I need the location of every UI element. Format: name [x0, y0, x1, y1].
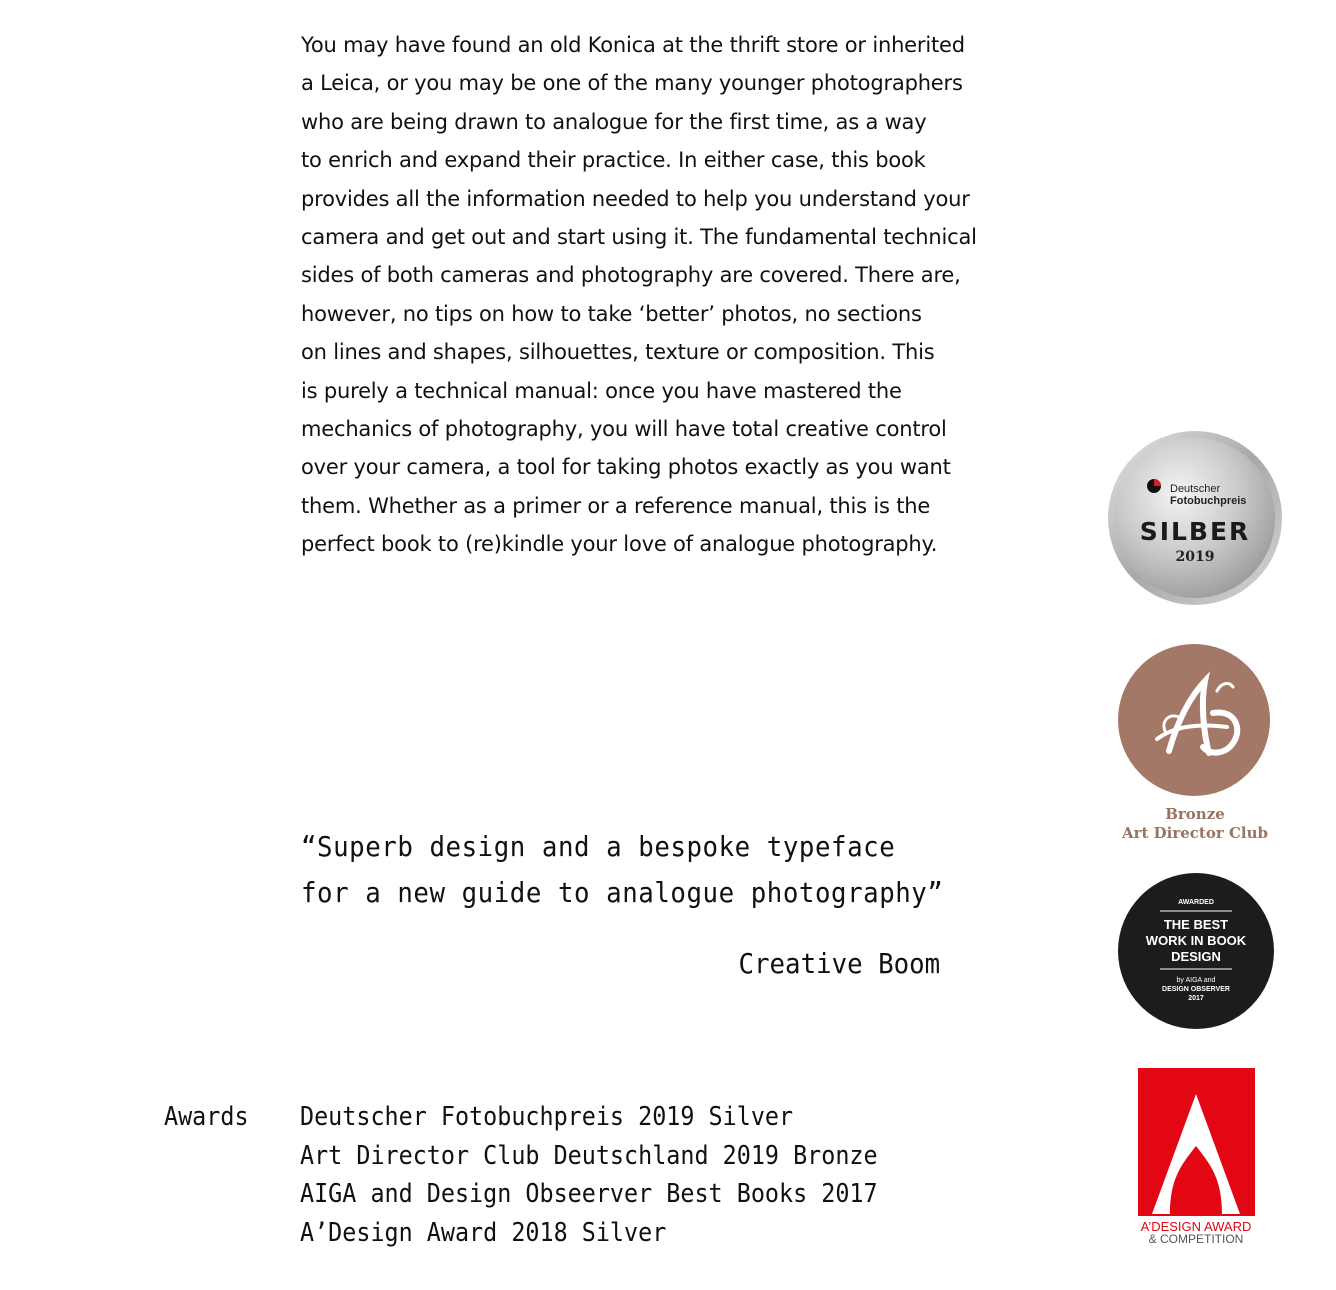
- intro-line: them. Whether as a primer or a reference manual, this is the: [301, 493, 931, 518]
- award-item: A’Design Award 2018 Silver: [300, 1217, 667, 1248]
- intro-line: mechanics of photography, you will have total creative control: [301, 417, 947, 442]
- fotobuchpreis-silver-badge: [1107, 430, 1283, 606]
- awards-list: [300, 1098, 942, 1252]
- quote-line: for a new guide to analogue photography”: [301, 876, 944, 909]
- intro-line: on lines and shapes, silhouettes, texture or composition. This: [301, 340, 935, 365]
- aiga-top: AWARDED: [1178, 899, 1214, 906]
- adesign-award-badge: [1138, 1068, 1255, 1246]
- silber-year: 2019: [1175, 549, 1215, 565]
- silber-medal-text: SILBER: [1139, 517, 1251, 546]
- intro-line: camera and get out and start using it. The fundamental technical: [301, 225, 977, 250]
- aiga-line2: WORK IN BOOK: [1145, 933, 1247, 948]
- aiga-year: 2017: [1188, 995, 1204, 1002]
- intro-line: who are being drawn to analogue for the first time, as a way: [301, 109, 927, 134]
- intro-line: over your camera, a tool for taking photos exactly as you want: [301, 455, 951, 480]
- intro-line: perfect book to (re)kindle your love of analogue photography.: [301, 532, 938, 557]
- aiga-by1: by AIGA and: [1176, 977, 1216, 984]
- intro-line: sides of both cameras and photography are covered. There are,: [301, 263, 961, 288]
- silber-line1: Deutscher: [1170, 483, 1221, 495]
- aiga-by2: DESIGN OBSERVER: [1162, 986, 1230, 993]
- award-item: Art Director Club Deutschland 2019 Bronze: [300, 1140, 878, 1171]
- adc-caption-line2: Art Director Club: [1121, 824, 1269, 842]
- quote-source: Creative Boom: [738, 947, 940, 980]
- intro-line: is purely a technical manual: once you have mastered the: [301, 378, 902, 403]
- silber-line2: Fotobuchpreis: [1170, 495, 1247, 507]
- aiga-line3: DESIGN: [1171, 949, 1221, 964]
- intro-line: provides all the information needed to help you understand your: [301, 186, 970, 211]
- intro-line: a Leica, or you may be one of the many younger photographers: [301, 71, 963, 96]
- adesign-line1: A’DESIGN AWARD: [1140, 1219, 1252, 1234]
- adc-caption: [1095, 805, 1295, 843]
- intro-paragraph: [301, 26, 1041, 564]
- intro-line: however, no tips on how to take ‘better’ photos, no sections: [301, 301, 922, 326]
- intro-line: to enrich and expand their practice. In either case, this book: [301, 148, 926, 173]
- adesign-line2: & COMPETITION: [1148, 1232, 1244, 1246]
- intro-line: You may have found an old Konica at the thrift store or inherited: [301, 33, 965, 57]
- adc-bronze-badge: [1117, 643, 1271, 797]
- aiga-best-book-badge: [1117, 872, 1275, 1030]
- fotobuchpreis-logo-icon: [1147, 479, 1161, 493]
- pull-quote: [301, 824, 961, 916]
- adc-caption-line1: Bronze: [1165, 805, 1225, 823]
- award-item: AIGA and Design Obseerver Best Books 2017: [300, 1179, 878, 1209]
- award-item: Deutscher Fotobuchpreis 2019 Silver: [300, 1102, 794, 1132]
- quote-line: “Superb design and a bespoke typeface: [301, 830, 896, 863]
- awards-label: Awards: [164, 1102, 249, 1132]
- aiga-line1: THE BEST: [1163, 917, 1229, 932]
